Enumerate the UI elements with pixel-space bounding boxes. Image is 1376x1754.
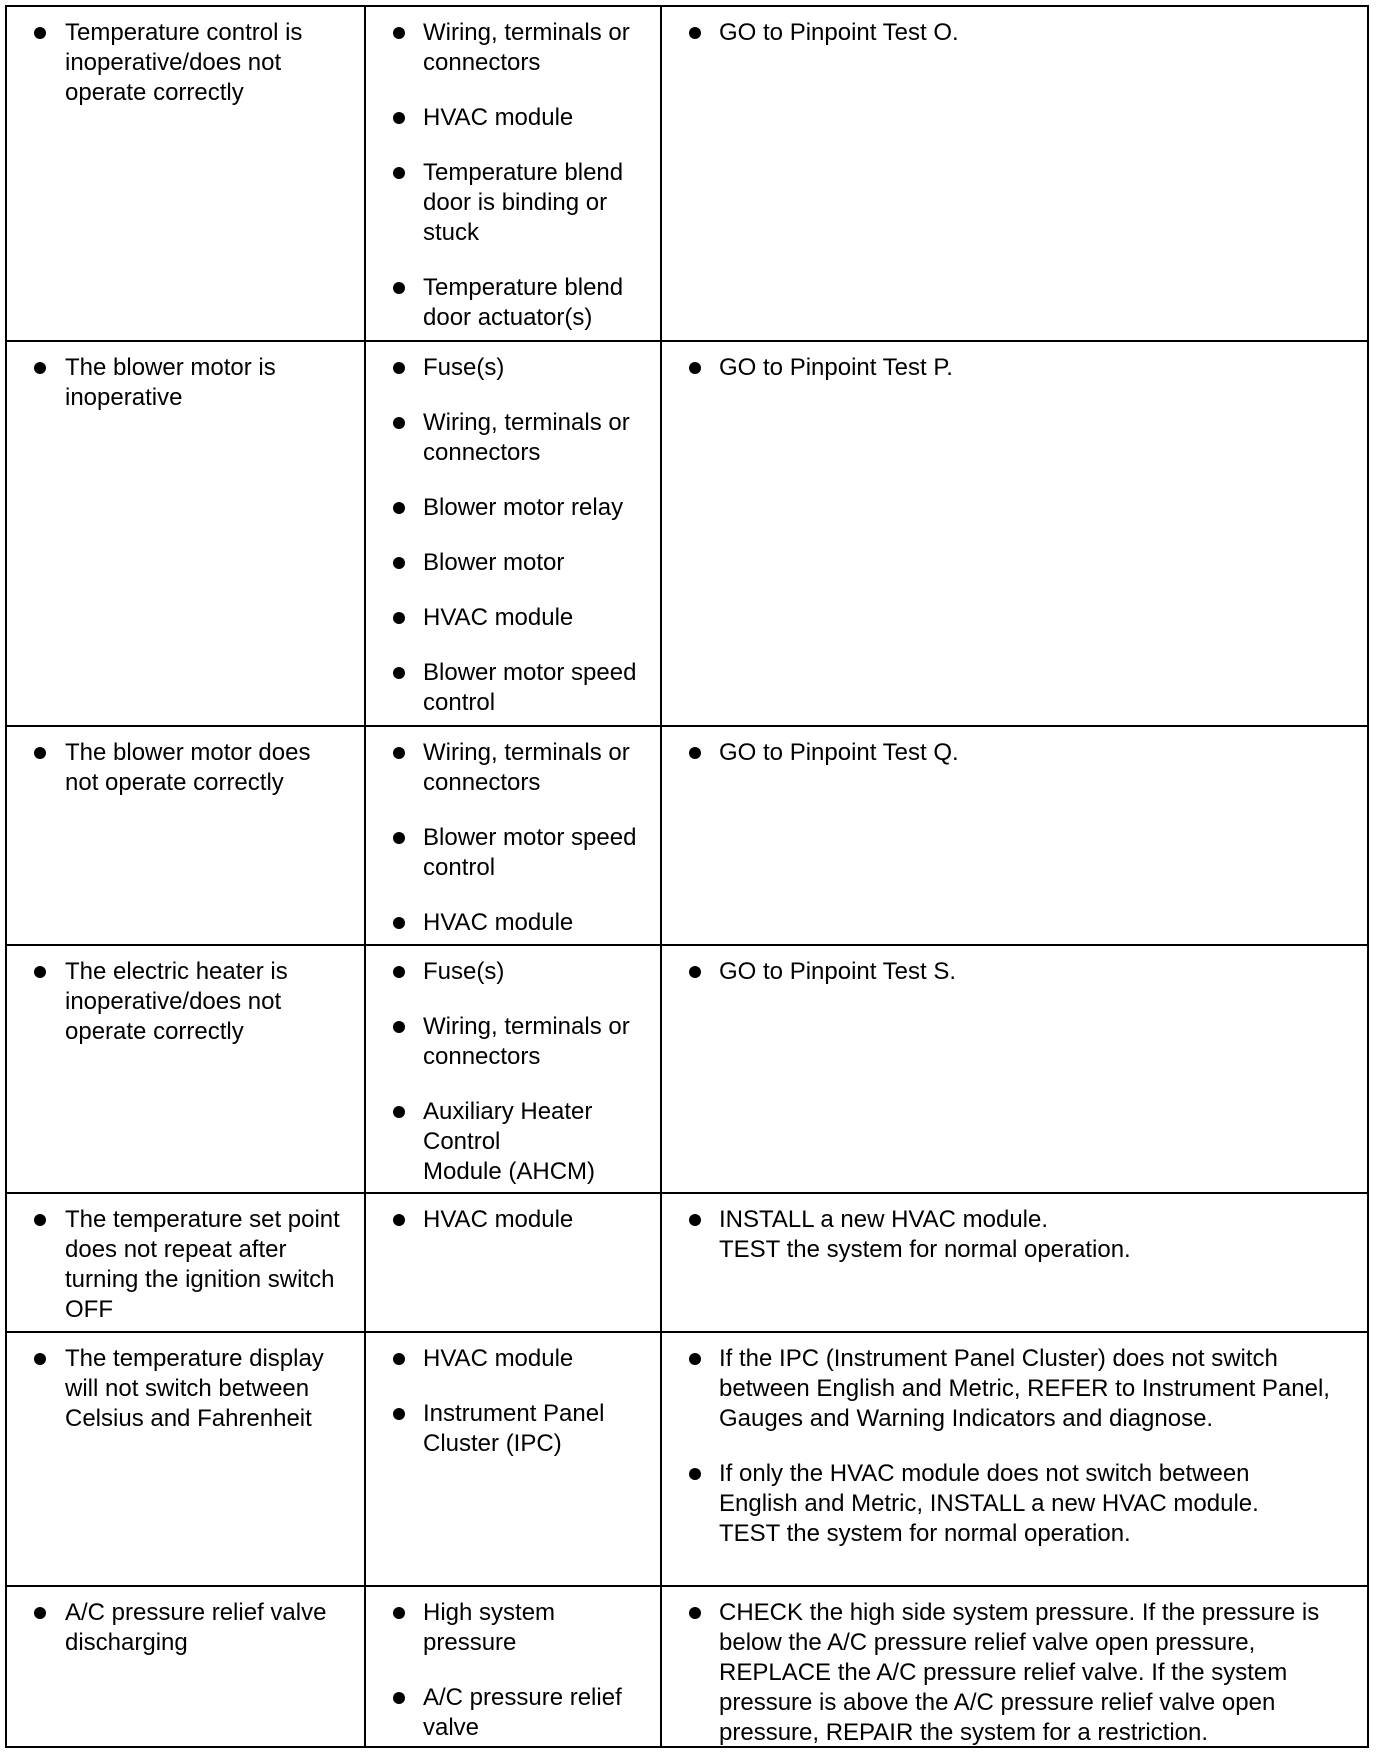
list-item [7,353,364,413]
list-item [662,1344,1367,1434]
list-item [366,908,660,938]
item-text: The blower motor does not operate correctly [65,739,311,796]
table-row [7,946,1367,1192]
item-text: The electric heater is inoperative/does not operate correctly [65,958,288,1045]
symptom-cell [7,1194,364,1331]
bullet-icon [393,27,405,39]
bullet-icon [689,1214,701,1226]
possible-source-cell [366,1194,660,1331]
list-item [366,957,660,987]
list-item [662,18,1367,48]
symptom-cell [7,1587,364,1746]
list-item [366,353,660,383]
action-cell [662,7,1367,340]
item-text: A/C pressure relief valve [423,1684,622,1741]
list-item [662,957,1367,987]
list-item [662,738,1367,768]
bullet-icon [34,1214,46,1226]
item-text: If only the HVAC module does not switch between English and Metric, INSTALL a new HVAC module. TEST the system for normal operation. [719,1460,1259,1547]
list-item [662,353,1367,383]
item-text: Blower motor speed control [423,824,637,881]
list-item [7,957,364,1047]
bullet-icon [393,362,405,374]
bullet-icon [393,282,405,294]
bullet-icon [393,1408,405,1420]
action-cell [662,1194,1367,1331]
bullet-icon [393,417,405,429]
list-item [366,1097,660,1187]
item-text: Wiring, terminals or connectors [423,739,630,796]
item-text: HVAC module [423,1345,574,1372]
bullet-icon [393,557,405,569]
item-text: HVAC module [423,1206,574,1233]
symptom-cell [7,1333,364,1585]
bullet-icon [689,966,701,978]
bullet-icon [393,966,405,978]
bullet-icon [393,1214,405,1226]
bullet-icon [393,502,405,514]
item-text: Temperature blend door is binding or stuck [423,159,624,246]
symptom-cell [7,7,364,340]
table-row [7,7,1367,340]
possible-source-cell [366,1333,660,1585]
list-item [366,1205,660,1235]
item-text: HVAC module [423,604,574,631]
list-item [366,103,660,133]
item-text: The temperature display will not switch between Celsius and Fahrenheit [65,1345,324,1432]
item-text: Fuse(s) [423,958,505,985]
possible-source-cell [366,1587,660,1746]
bullet-icon [689,27,701,39]
bullet-icon [689,747,701,759]
list-item [662,1598,1367,1748]
list-item [366,738,660,798]
list-item [7,18,364,108]
possible-source-cell [366,342,660,725]
item-text: INSTALL a new HVAC module. TEST the system for normal operation. [719,1206,1131,1263]
bullet-icon [689,1607,701,1619]
list-item [366,1344,660,1374]
item-text: If the IPC (Instrument Panel Cluster) does not switch between English and Metric, REFER to Instrument Panel, Gauges and Warning Indicators and diagnose. [719,1345,1330,1432]
list-item [366,823,660,883]
list-item [366,1598,660,1658]
list-item [366,408,660,468]
item-text: GO to Pinpoint Test P. [719,354,953,381]
bullet-icon [393,1353,405,1365]
list-item [366,603,660,633]
symptom-cell [7,342,364,725]
bullet-icon [393,112,405,124]
list-item [366,493,660,523]
item-text: Temperature control is inoperative/does not operate correctly [65,19,303,106]
bullet-icon [393,917,405,929]
list-item [366,18,660,78]
possible-source-cell [366,7,660,340]
item-text: Instrument Panel Cluster (IPC) [423,1400,605,1457]
bullet-icon [689,1468,701,1480]
list-item [662,1459,1367,1549]
list-item [366,658,660,718]
item-text: Wiring, terminals or connectors [423,1013,630,1070]
table-row [7,727,1367,944]
item-text: Temperature blend door actuator(s) [423,274,624,331]
bullet-icon [34,747,46,759]
item-text: Auxiliary Heater Control Module (AHCM) [423,1098,596,1185]
bullet-icon [393,167,405,179]
item-text: The temperature set point does not repeat after turning the ignition switch OFF [65,1206,340,1323]
item-text: The blower motor is inoperative [65,354,276,411]
list-item [7,1344,364,1434]
list-item [7,738,364,798]
item-text: Wiring, terminals or connectors [423,19,630,76]
list-item [366,1012,660,1072]
action-cell [662,342,1367,725]
bullet-icon [393,1106,405,1118]
bullet-icon [393,1607,405,1619]
symptom-chart-table [5,5,1369,1748]
bullet-icon [34,1353,46,1365]
list-item [366,1683,660,1743]
bullet-icon [34,1607,46,1619]
list-item [366,548,660,578]
bullet-icon [393,1021,405,1033]
symptom-cell [7,946,364,1192]
item-text: A/C pressure relief valve discharging [65,1599,327,1656]
bullet-icon [393,747,405,759]
table-row [7,1333,1367,1585]
item-text: Blower motor [423,549,565,576]
item-text: GO to Pinpoint Test Q. [719,739,959,766]
bullet-icon [689,362,701,374]
table-row [7,342,1367,725]
action-cell [662,1333,1367,1585]
item-text: CHECK the high side system pressure. If the pressure is below the A/C pressure relief valve open pressure, REPLACE the A/C pressure relief valve. If the system pressure is above the A/C pressure relief valve open pressure, REPAIR the system for a restriction. [719,1599,1320,1746]
action-cell [662,946,1367,1192]
bullet-icon [34,27,46,39]
bullet-icon [393,612,405,624]
list-item [366,158,660,248]
item-text: HVAC module [423,104,574,131]
bullet-icon [393,1692,405,1704]
bullet-icon [34,362,46,374]
item-text: Blower motor speed control [423,659,637,716]
item-text: High system pressure [423,1599,556,1656]
list-item [7,1598,364,1658]
list-item [366,1399,660,1459]
bullet-icon [34,966,46,978]
list-item [366,273,660,333]
possible-source-cell [366,946,660,1192]
symptom-cell [7,727,364,944]
item-text: Blower motor relay [423,494,624,521]
item-text: GO to Pinpoint Test S. [719,958,957,985]
item-text: Wiring, terminals or connectors [423,409,630,466]
action-cell [662,1587,1367,1746]
list-item [662,1205,1367,1265]
bullet-icon [393,667,405,679]
table-row [7,1587,1367,1746]
item-text: GO to Pinpoint Test O. [719,19,959,46]
table-row [7,1194,1367,1331]
bullet-icon [689,1353,701,1365]
bullet-icon [393,832,405,844]
item-text: HVAC module [423,909,574,936]
action-cell [662,727,1367,944]
item-text: Fuse(s) [423,354,505,381]
possible-source-cell [366,727,660,944]
list-item [7,1205,364,1325]
